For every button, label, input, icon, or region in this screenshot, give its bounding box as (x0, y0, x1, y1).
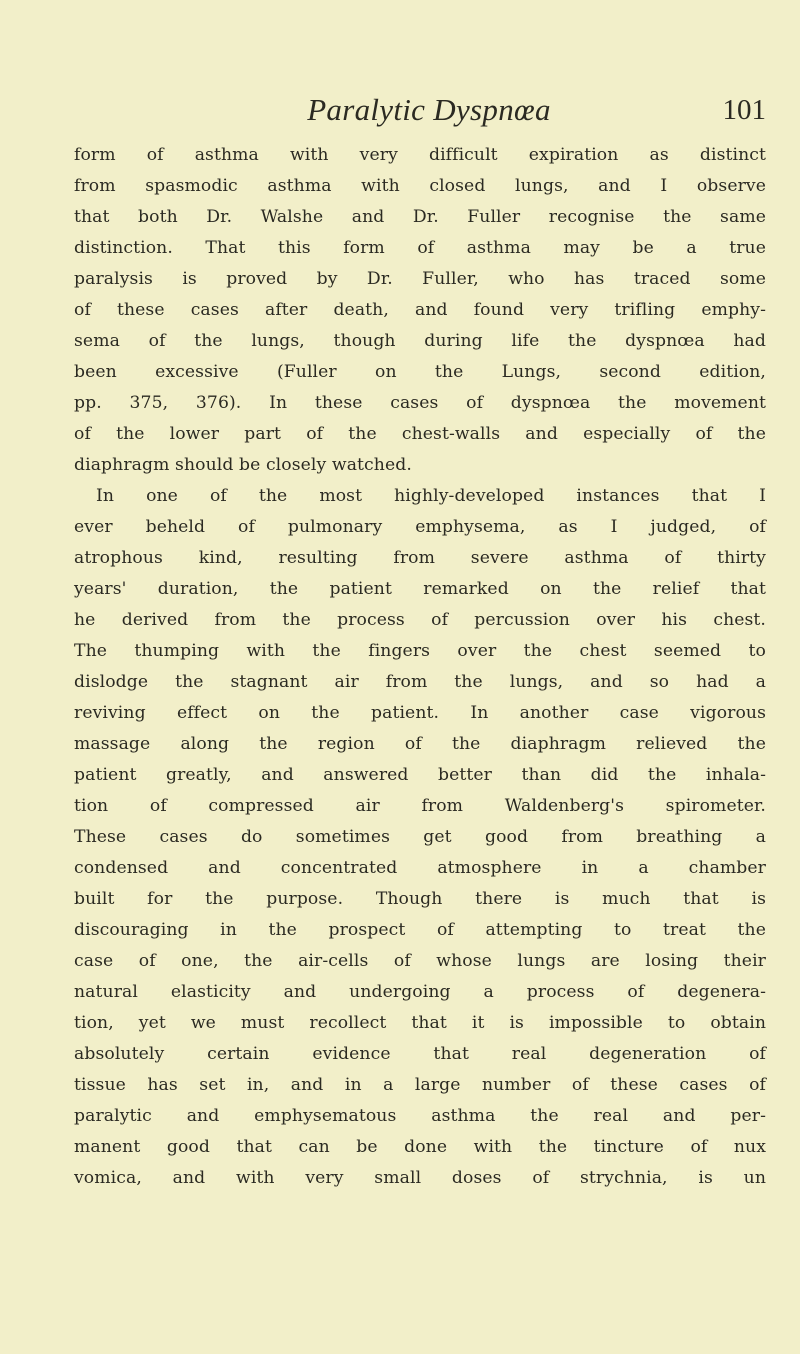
text-line: pp. 375, 376). In these cases of dyspnœa the movement (74, 393, 766, 413)
text-line: of the lower part of the chest-walls and especially of the (74, 424, 766, 444)
text-line: tion of compressed air from Waldenberg's spirometer. (74, 796, 766, 816)
text-line: of these cases after death, and found very trifling emphy- (74, 300, 766, 320)
text-line: absolutely certain evidence that real degeneration of (74, 1044, 766, 1064)
text-line: years' duration, the patient remarked on the relief that (74, 579, 766, 599)
text-line: patient greatly, and answered better than did the inhala- (74, 765, 766, 785)
text-line: massage along the region of the diaphragm relieved the (74, 734, 766, 754)
text-line: atrophous kind, resulting from severe asthma of thirty (74, 548, 766, 568)
text-line: paralysis is proved by Dr. Fuller, who has traced some (74, 269, 766, 289)
text-line: dislodge the stagnant air from the lungs, and so had a (74, 672, 766, 692)
text-line: that both Dr. Walshe and Dr. Fuller recognise the same (74, 207, 766, 227)
text-line: case of one, the air-cells of whose lungs are losing their (74, 951, 766, 971)
text-line: The thumping with the fingers over the chest seemed to (74, 641, 766, 661)
text-line: from spasmodic asthma with closed lungs, and I observe (74, 176, 766, 196)
text-line: condensed and concentrated atmosphere in a chamber (74, 858, 766, 878)
text-line: ever beheld of pulmonary emphysema, as I judged, of (74, 517, 766, 537)
page-number: 101 (722, 94, 766, 126)
text-line: paralytic and emphysematous asthma the real and per- (74, 1106, 766, 1126)
text-line: form of asthma with very difficult expiration as distinct (74, 145, 766, 165)
text-line: These cases do sometimes get good from breathing a (74, 827, 766, 847)
text-line: been excessive (Fuller on the Lungs, second edition, (74, 362, 766, 382)
body-text (74, 140, 766, 1194)
text-line: diaphragm should be closely watched. (74, 455, 412, 475)
text-line: reviving effect on the patient. In another case vigorous (74, 703, 766, 723)
text-line: sema of the lungs, though during life the dyspnœa had (74, 331, 766, 351)
text-line: natural elasticity and undergoing a process of degenera- (74, 982, 766, 1002)
text-line: vomica, and with very small doses of strychnia, is un (74, 1168, 766, 1188)
paragraph-first-line: In one of the most highly-developed instances that I (96, 486, 766, 506)
text-line: he derived from the process of percussion over his chest. (74, 610, 766, 630)
text-line: distinction. That this form of asthma may be a true (74, 238, 766, 258)
text-line: built for the purpose. Though there is much that is (74, 889, 766, 909)
text-line: tion, yet we must recollect that it is impossible to obtain (74, 1013, 766, 1033)
text-line: discouraging in the prospect of attempting to treat the (74, 920, 766, 940)
text-line: manent good that can be done with the tincture of nux (74, 1137, 766, 1157)
text-line: tissue has set in, and in a large number of these cases of (74, 1075, 766, 1095)
page-header (74, 90, 766, 130)
running-title: Paralytic Dyspnœa (307, 92, 551, 127)
